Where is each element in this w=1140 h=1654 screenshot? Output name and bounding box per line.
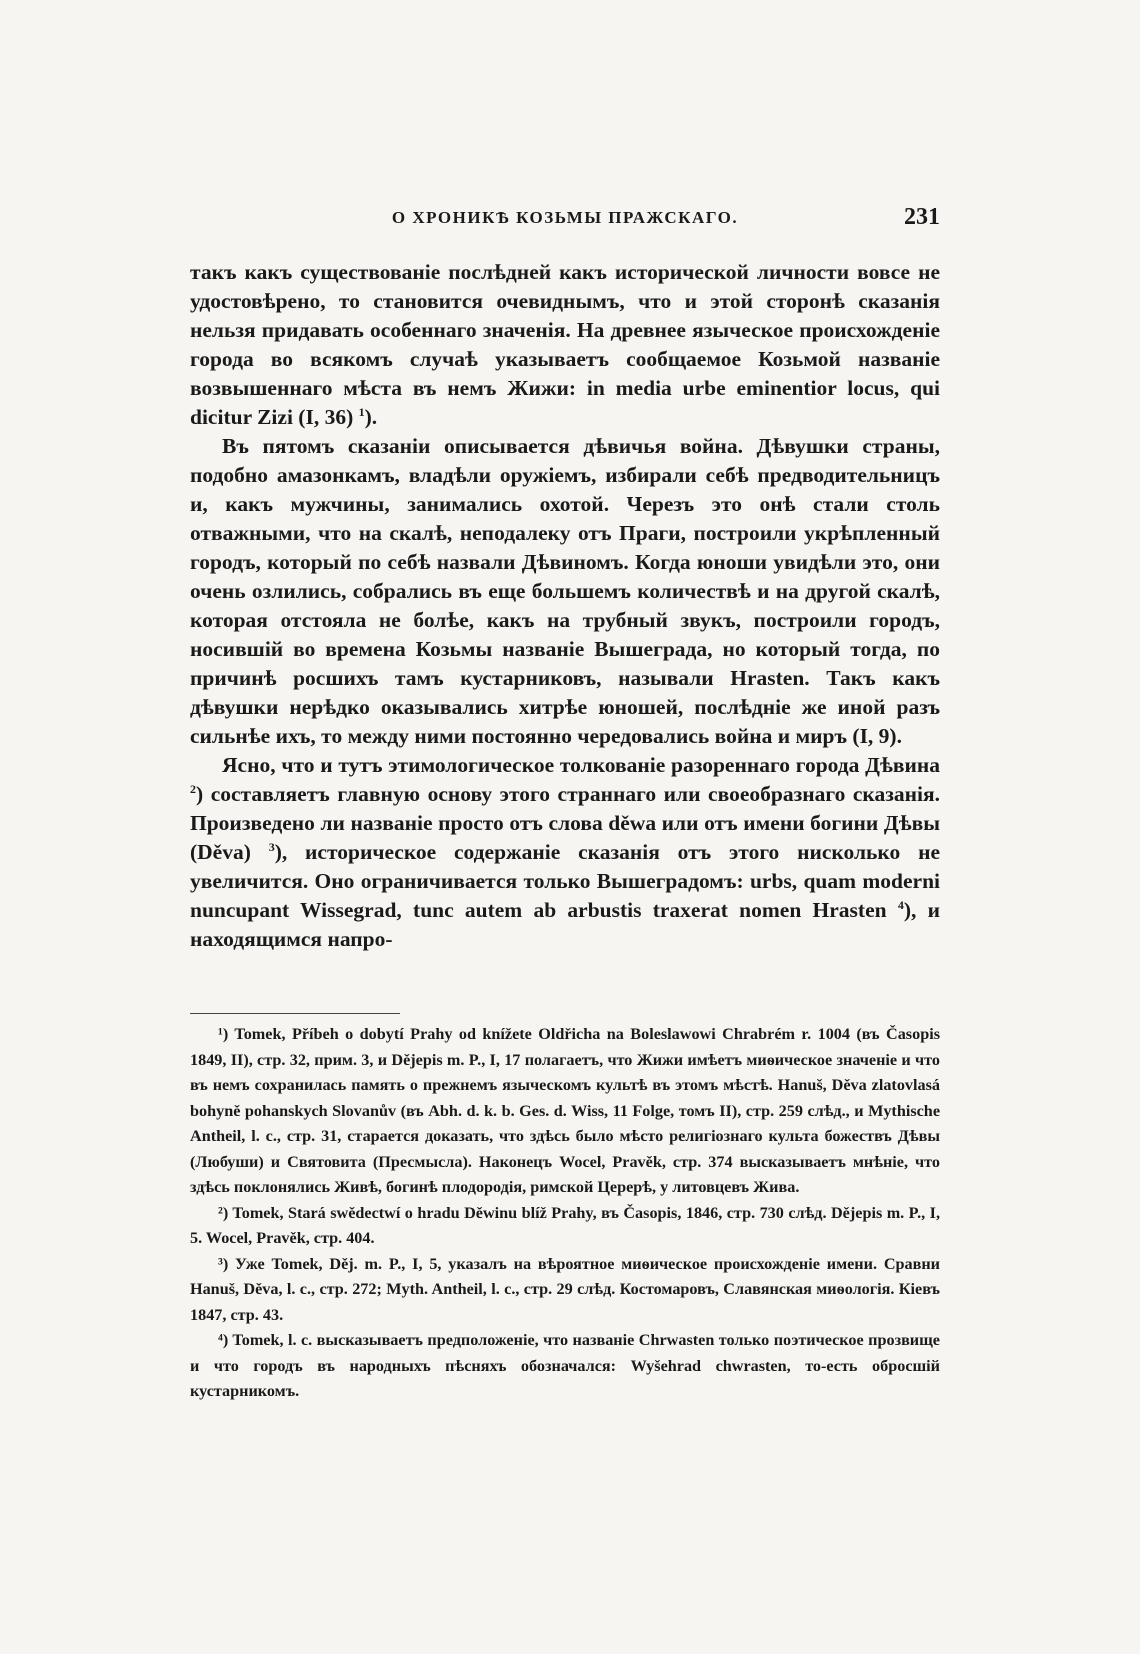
- paragraph-3: [190, 751, 940, 954]
- text-run: ), историческое содержаніе сказанія отъ этого нисколько не увеличится. Оно ограничивается только Вышеградомъ: urbs, quam moderni nuncupant Wissegrad, tunc autem ab arbustis traxerat nomen Hrasten: [190, 840, 941, 922]
- footnote-4: ⁴) Tomek, l. c. высказываетъ предположеніе, что названіе Chrwasten только поэтическое прозвище и что городъ въ народныхъ пѣсняхъ обозначался: Wyšehrad chwrasten, то-есть обросшій кустарникомъ.: [190, 1331, 940, 1400]
- text-run: ) составляетъ главную основу этого страннаго или своеобразнаго сказанія. Произведено ли названіе просто отъ слова děwa или отъ имени богини Дѣвы (Děva): [190, 782, 940, 864]
- footnote-separator: [190, 1013, 400, 1014]
- running-title: О ХРОНИКѢ КОЗЬМЫ ПРАЖСКАГО.: [391, 208, 739, 227]
- footnote-ref: 2: [190, 781, 196, 796]
- footnote-ref: 4: [897, 897, 904, 912]
- footnote-1: ¹) Tomek, Příbeh o dobytí Prahy od knížete Oldřicha na Boleslawowi Chrabrém r. 1004 (въ Časopis 1849, II), стр. 32, прим. 3, и Dějepis m. P., I, 17 полагаетъ, что Жижи имѣетъ миѳическое значеніе и что въ немъ сохранилась память о прежнемъ языческомъ культѣ въ этомъ мѣстѣ. Hanuš, Děva zlatovlasá bohyně pohanskych Slovanův (въ Abh. d. k. b. Ges. d. Wiss, 11 Folge, томъ II), стр. 259 слѣд., и Mythische Antheil, l. c., стр. 31, старается доказать, что здѣсь было мѣсто религіознаго культа божествъ Дѣвы (Любуши) и Святовита (Пресмысла). Наконецъ Wocel, Pravěk, стр. 374 высказываетъ мнѣніе, что здѣсь поклонялись Живѣ, богинѣ плодородія, римской Церерѣ, у литовцевъ Жива.: [190, 1025, 940, 1196]
- text-run: Въ пятомъ сказаніи описывается дѣвичья война. Дѣвушки страны, подобно амазонкамъ, владѣли оружіемъ, избирали себѣ предводительницъ и, какъ мужчины, занимались охотой. Черезъ это онѣ стали столь отважными, что на скалѣ, неподалеку отъ Праги, построили укрѣпленный городъ, который по себѣ назвали Дѣвиномъ. Когда юноши увидѣли это, они очень озлились, собрались въ еще большемъ количествѣ и на другой скалѣ, которая отстояла не болѣе, какъ на трубный звукъ, построили городъ, носившій во времена Козьмы названіе Вышеграда, но который тогда, по причинѣ росшихъ тамъ кустарниковъ, называли Hrasten. Такъ какъ дѣвушки нерѣдко оказывались хитрѣе юношей, послѣдніе же иной разъ сильнѣе ихъ, то между ними постоянно чередовались война и миръ (I, 9).: [190, 434, 940, 748]
- page-number: 231: [904, 204, 940, 230]
- text-run: ), и находящимся напро-: [190, 898, 940, 951]
- footnote-ref: 3: [268, 839, 275, 854]
- footnotes: [190, 1022, 940, 1405]
- text-run: Ясно, что и тутъ этимологическое толкованіе разореннаго города Дѣвина: [222, 753, 940, 777]
- text-run: ).: [364, 405, 378, 429]
- footnote-2: ²) Tomek, Stará swědectwí o hradu Děwinu blíž Prahy, въ Časopis, 1846, стр. 730 слѣд. Dějepis m. P., I, 5. Wocel, Pravěk, стр. 404.: [190, 1203, 940, 1247]
- text-run: такъ какъ существованіе послѣдней какъ исторической личности вовсе не удостовѣрено, то становится очевиднымъ, что и этой сторонѣ сказанія нельзя придавать особеннаго значенія. На древнее языческое происхожденіе города во всякомъ случаѣ указываетъ сообщаемое Козьмой названіе возвышеннаго мѣста въ немъ Жижи: in media urbe eminentior locus, qui dicitur Zizi (I, 36): [190, 260, 940, 429]
- paragraph-1: [190, 258, 940, 432]
- footnote-3: ³) Уже Tomek, Děj. m. P., I, 5, указалъ на вѣроятное миѳическое происхожденіе имени. Сравни Hanuš, Děva, l. c., стр. 272; Myth. Antheil, l. c., стр. 29 слѣд. Костомаровъ, Славянская миѳологія. Кіевъ 1847, стр. 43.: [190, 1254, 940, 1324]
- main-text: [190, 258, 940, 954]
- paragraph-2: [190, 432, 940, 751]
- footnote-ref: 1: [358, 404, 365, 419]
- page-header: [190, 204, 940, 238]
